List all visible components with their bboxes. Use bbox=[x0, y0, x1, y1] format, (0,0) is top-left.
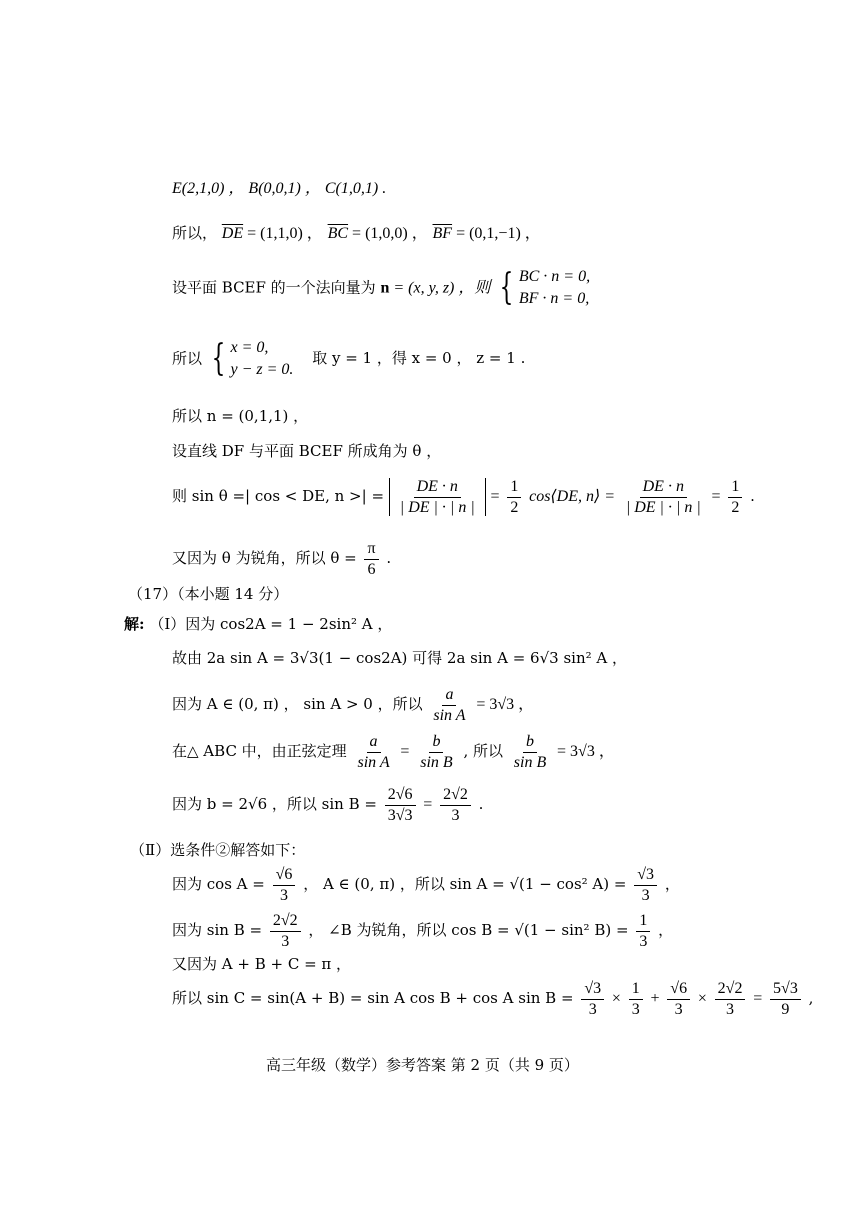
cos-b-prefix: 因为 sin B = bbox=[172, 921, 263, 940]
angle-sum-text: 又因为 A + B + C = π ， bbox=[172, 955, 352, 973]
cos-a-mid: ， A ∈ (0, π) ，所以 sin A = √(1 − cos² A) = bbox=[303, 875, 627, 894]
plus-sign: + bbox=[650, 990, 660, 1008]
acute-angle-prefix: 又因为 θ 为锐角，所以 θ = bbox=[172, 549, 357, 568]
fraction-denominator: 3 bbox=[639, 932, 648, 950]
fraction bbox=[440, 786, 471, 824]
fraction-denominator: sin B bbox=[420, 753, 453, 771]
derivation-line bbox=[172, 651, 627, 666]
fraction-numerator: a bbox=[442, 686, 456, 706]
cos-b-mid: ， ∠B 为锐角，所以 cos B = √(1 − sin² B) = bbox=[308, 921, 629, 940]
fraction bbox=[507, 478, 521, 516]
fraction bbox=[623, 478, 704, 516]
fraction bbox=[273, 866, 296, 904]
fraction-numerator: b bbox=[523, 733, 537, 753]
sine-law-mid: , 所以 bbox=[463, 742, 503, 761]
sin-c-line bbox=[172, 980, 813, 1018]
vectors-prefix: 所以， bbox=[172, 224, 218, 242]
fraction bbox=[397, 478, 478, 516]
fraction-denominator: 3 bbox=[631, 1000, 640, 1018]
solution-part2-heading bbox=[130, 843, 305, 858]
problem-heading bbox=[128, 587, 288, 602]
comma: ， bbox=[658, 921, 674, 940]
cos-a-prefix: 因为 cos A = bbox=[172, 875, 265, 894]
vector-de: $\overline{DE}$ bbox=[221, 225, 244, 242]
fraction-numerator: 2√6 bbox=[385, 786, 416, 806]
fraction-numerator: √6 bbox=[273, 866, 296, 886]
coordinates-line bbox=[172, 181, 386, 197]
period: . bbox=[478, 795, 484, 814]
fraction-numerator: 1 bbox=[507, 478, 521, 498]
fraction bbox=[417, 733, 455, 771]
vector-bf: $\overline{BF}$ bbox=[432, 225, 453, 242]
period: . bbox=[386, 549, 392, 568]
equals-sign: = bbox=[490, 488, 500, 506]
vector-bf-value: = (0,1,−1) ， bbox=[452, 225, 541, 242]
fraction bbox=[430, 686, 468, 724]
fraction-denominator: 3 bbox=[674, 1000, 683, 1018]
fraction bbox=[634, 866, 657, 904]
fraction bbox=[581, 980, 604, 1018]
page-footer-text: 高三年级（数学）参考答案 第 2 页（共 9 页） bbox=[266, 1056, 579, 1074]
vector-de-value: = (1,1,0) ， bbox=[243, 225, 323, 242]
fraction-denominator: 6 bbox=[367, 560, 376, 578]
period: . bbox=[750, 487, 755, 506]
fraction bbox=[770, 980, 801, 1018]
abs-value bbox=[389, 478, 486, 516]
problem-heading-text: （17）（本小题 14 分） bbox=[128, 585, 289, 603]
normal-vector-def: = (x, y, z) ，则 bbox=[389, 279, 491, 297]
sine-law-line bbox=[172, 733, 615, 771]
fraction-denominator: 2 bbox=[731, 498, 740, 516]
fraction-denominator: | DE | · | n | bbox=[399, 498, 475, 516]
fraction-denominator: 3 bbox=[726, 1000, 735, 1018]
equals-sign: = bbox=[423, 796, 433, 814]
fraction-numerator: DE · n bbox=[414, 478, 461, 498]
sine-law-result: = 3√3 ， bbox=[557, 743, 615, 761]
fraction-denominator: 3 bbox=[641, 886, 650, 904]
derivation-text: 故由 2a sin A = 3√3(1 − cos2A) 可得 2a sin A = 6√3 sin² A ， bbox=[172, 649, 627, 667]
ratio-result: = 3√3 ， bbox=[476, 696, 535, 714]
normal-result-text: 所以 n = (0,1,1) ， bbox=[172, 407, 309, 425]
fraction-numerator: √3 bbox=[634, 866, 657, 886]
fraction-denominator: 3 bbox=[588, 1000, 597, 1018]
vector-bc-value: = (1,0,0) ， bbox=[348, 225, 428, 242]
sin-c-prefix: 所以 sin C = sin(A + B) = sin A cos B + cos A sin B = bbox=[172, 989, 574, 1008]
ratio-line bbox=[172, 686, 534, 724]
solve-line bbox=[172, 337, 525, 382]
fraction bbox=[511, 733, 549, 771]
equation-brace: { bbox=[499, 267, 514, 309]
equation-2: y − z = 0. bbox=[230, 361, 294, 379]
equation-system bbox=[230, 337, 293, 382]
cos-expression: cos⟨DE, n⟩ = bbox=[529, 488, 616, 506]
comma: , bbox=[808, 989, 814, 1008]
vector-bc: $\overline{BC}$ bbox=[327, 225, 349, 242]
sin-b-prefix: 因为 b = 2√6 ，所以 sin B = bbox=[172, 795, 377, 814]
cos-b-line bbox=[172, 912, 673, 950]
sin-b-line bbox=[172, 786, 483, 824]
fraction bbox=[270, 912, 301, 950]
vectors-line bbox=[172, 226, 541, 242]
fraction-numerator: √6 bbox=[667, 980, 690, 1000]
equation-1: BC · n = 0, bbox=[518, 268, 591, 285]
fraction-denominator: 3√3 bbox=[387, 806, 413, 824]
cos-a-line bbox=[172, 866, 680, 904]
fraction-numerator: √3 bbox=[581, 980, 604, 1000]
fraction-denominator: sin B bbox=[513, 753, 547, 771]
coordinates-text: E(2,1,0) ， B(0,0,1) ， C(1,0,1) . bbox=[172, 180, 387, 197]
angle-def-text: 设直线 DF 与平面 BCEF 所成角为 θ ， bbox=[172, 442, 442, 460]
fraction-numerator: 1 bbox=[636, 912, 650, 932]
normal-vector-text: 设平面 BCEF 的一个法向量为 bbox=[172, 278, 376, 297]
sine-law-prefix: 在△ ABC 中，由正弦定理 bbox=[172, 742, 347, 761]
fraction-denominator: 3 bbox=[451, 806, 460, 824]
fraction-numerator: π bbox=[364, 540, 378, 560]
angle-def-line bbox=[172, 444, 441, 459]
equals-sign: = bbox=[753, 990, 763, 1008]
fraction-denominator: 9 bbox=[781, 1000, 790, 1018]
solution-part1-line bbox=[124, 617, 392, 632]
normal-vector-line bbox=[172, 266, 590, 311]
acute-angle-line bbox=[172, 540, 391, 578]
fraction-denominator: sin A bbox=[357, 753, 390, 771]
fraction bbox=[629, 980, 643, 1018]
sin-theta-line bbox=[172, 478, 755, 516]
fraction-numerator: a bbox=[367, 733, 381, 753]
fraction-denominator: 3 bbox=[280, 886, 289, 904]
solution-part2-text: （Ⅱ）选条件②解答如下： bbox=[130, 841, 306, 859]
fraction bbox=[636, 912, 650, 950]
comma: ， bbox=[664, 875, 680, 894]
fraction-denominator: sin A bbox=[433, 706, 466, 724]
fraction-numerator: 5√3 bbox=[770, 980, 801, 1000]
equation-2: BF · n = 0, bbox=[518, 290, 590, 308]
fraction-denominator: | DE | · | n | bbox=[625, 498, 701, 516]
solve-prefix: 所以 bbox=[172, 349, 203, 368]
fraction bbox=[728, 478, 742, 516]
fraction-denominator: 2 bbox=[510, 498, 519, 516]
solve-result: 取 y = 1 ，得 x = 0 ， z = 1 . bbox=[312, 349, 526, 368]
sin-theta-prefix: 则 sin θ =| cos < DE, n >| = bbox=[172, 487, 385, 506]
times-sign: × bbox=[611, 990, 621, 1008]
solution-part1-text: （Ⅰ）因为 cos2A = 1 − 2sin² A ， bbox=[149, 615, 393, 633]
fraction-numerator: b bbox=[429, 733, 443, 753]
equation-1: x = 0, bbox=[230, 339, 269, 356]
fraction bbox=[364, 540, 378, 578]
normal-vector-symbol: n bbox=[380, 279, 390, 297]
times-sign: × bbox=[697, 990, 707, 1008]
fraction bbox=[354, 733, 392, 771]
normal-result-line bbox=[172, 409, 308, 424]
fraction-denominator: 3 bbox=[281, 932, 290, 950]
fraction-numerator: 1 bbox=[629, 980, 643, 1000]
fraction-numerator: 2√2 bbox=[440, 786, 471, 806]
fraction-numerator: 1 bbox=[728, 478, 742, 498]
ratio-prefix: 因为 A ∈ (0, π) ， sin A > 0 ，所以 bbox=[172, 695, 423, 714]
solution-label: 解: bbox=[124, 615, 145, 633]
angle-sum-line bbox=[172, 957, 351, 972]
equation-system bbox=[519, 266, 590, 311]
fraction bbox=[667, 980, 690, 1018]
fraction-numerator: DE · n bbox=[640, 478, 687, 498]
equation-brace: { bbox=[211, 338, 226, 380]
equals-sign: = bbox=[400, 743, 410, 761]
page-footer bbox=[266, 1058, 579, 1073]
fraction-numerator: 2√2 bbox=[715, 980, 746, 1000]
fraction bbox=[385, 786, 416, 824]
fraction bbox=[715, 980, 746, 1018]
equals-sign: = bbox=[711, 488, 721, 506]
fraction-numerator: 2√2 bbox=[270, 912, 301, 932]
